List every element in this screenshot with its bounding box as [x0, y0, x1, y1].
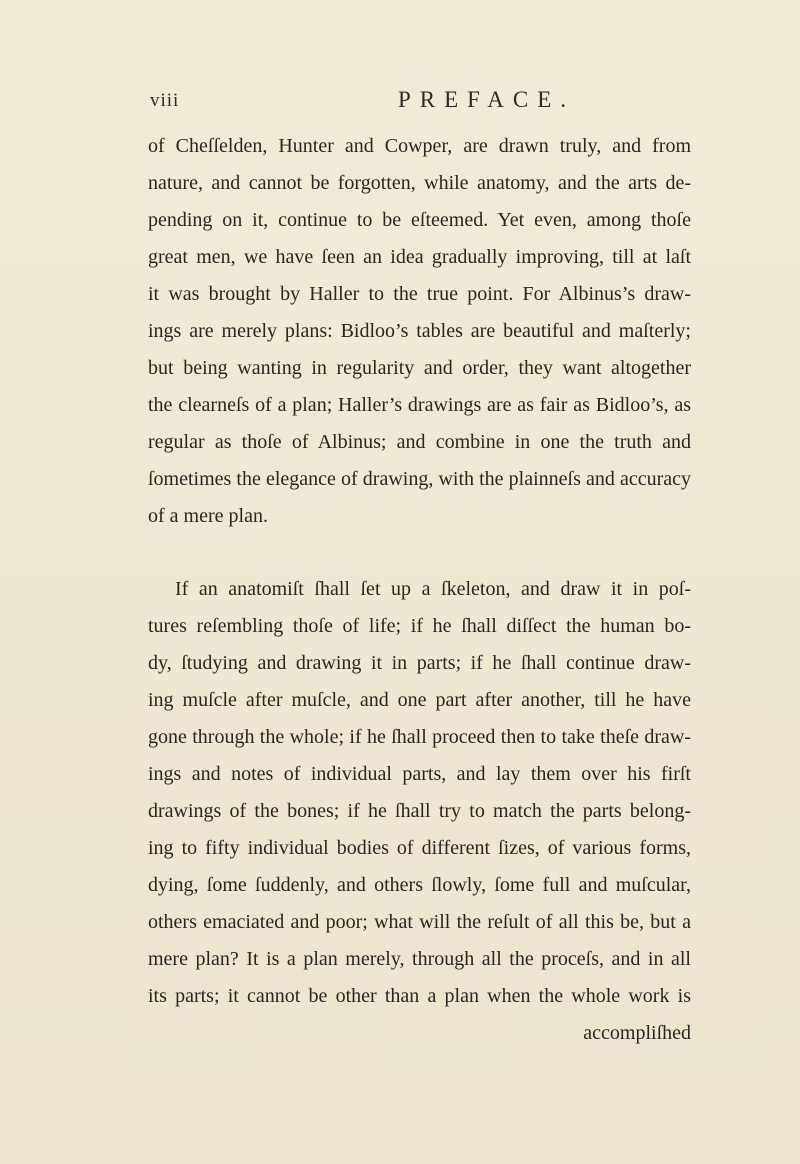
- text-line: regular as thoſe of Albinus; and combine in one the truth and: [148, 431, 691, 453]
- text-line: ings are merely plans: Bidloo’s tables are beautiful and maſterly;: [148, 320, 691, 342]
- text-line: but being wanting in regularity and order, they want altogether: [148, 357, 691, 379]
- paragraph-2: [148, 571, 691, 1052]
- text-line: ing to fifty individual bodies of different ſizes, of various forms,: [148, 837, 691, 859]
- text-line: mere plan? It is a plan merely, through all the proceſs, and in all: [148, 948, 691, 970]
- text-line: the clearneſs of a plan; Haller’s drawings are as fair as Bidloo’s, as: [148, 394, 691, 416]
- text-line: of a mere plan.: [148, 505, 268, 527]
- body-text: [148, 128, 691, 1052]
- text-line: pending on it, continue to be eſteemed. Yet even, among thoſe: [148, 209, 691, 231]
- text-line: it was brought by Haller to the true point. For Albinus’s draw-: [148, 283, 691, 305]
- running-head: [0, 87, 800, 120]
- text-line: ings and notes of individual parts, and lay them over his firſt: [148, 763, 691, 785]
- text-line: gone through the whole; if he ſhall proceed then to take theſe draw-: [148, 726, 691, 748]
- paragraph-1: [148, 128, 691, 535]
- text-line: tures reſembling thoſe of life; if he ſhall diſſect the human bo-: [148, 615, 691, 637]
- text-line: ing muſcle after muſcle, and one part after another, till he have: [148, 689, 691, 711]
- text-line: drawings of the bones; if he ſhall try to match the parts belong-: [148, 800, 691, 822]
- text-line: ſometimes the elegance of drawing, with the plainneſs and accuracy: [148, 468, 691, 490]
- page-number: viii: [150, 90, 180, 111]
- running-title: PREFACE.: [398, 87, 576, 112]
- text-line: its parts; it cannot be other than a plan when the whole work is: [148, 985, 691, 1007]
- catchword: accompliſhed: [583, 1022, 691, 1044]
- text-line: others emaciated and poor; what will the reſult of all this be, but a: [148, 911, 691, 933]
- text-line: of Cheſſelden, Hunter and Cowper, are drawn truly, and from: [148, 135, 691, 157]
- text-line: great men, we have ſeen an idea gradually improving, till at laſt: [148, 246, 691, 268]
- text-line: dying, ſome ſuddenly, and others ſlowly, ſome full and muſcular,: [148, 874, 691, 896]
- paragraph-spacer: [148, 535, 691, 571]
- text-line: dy, ſtudying and drawing it in parts; if he ſhall continue draw-: [148, 652, 691, 674]
- text-line: nature, and cannot be forgotten, while anatomy, and the arts de-: [148, 172, 691, 194]
- text-line: If an anatomiſt ſhall ſet up a ſkeleton, and draw it in poſ-: [175, 578, 691, 600]
